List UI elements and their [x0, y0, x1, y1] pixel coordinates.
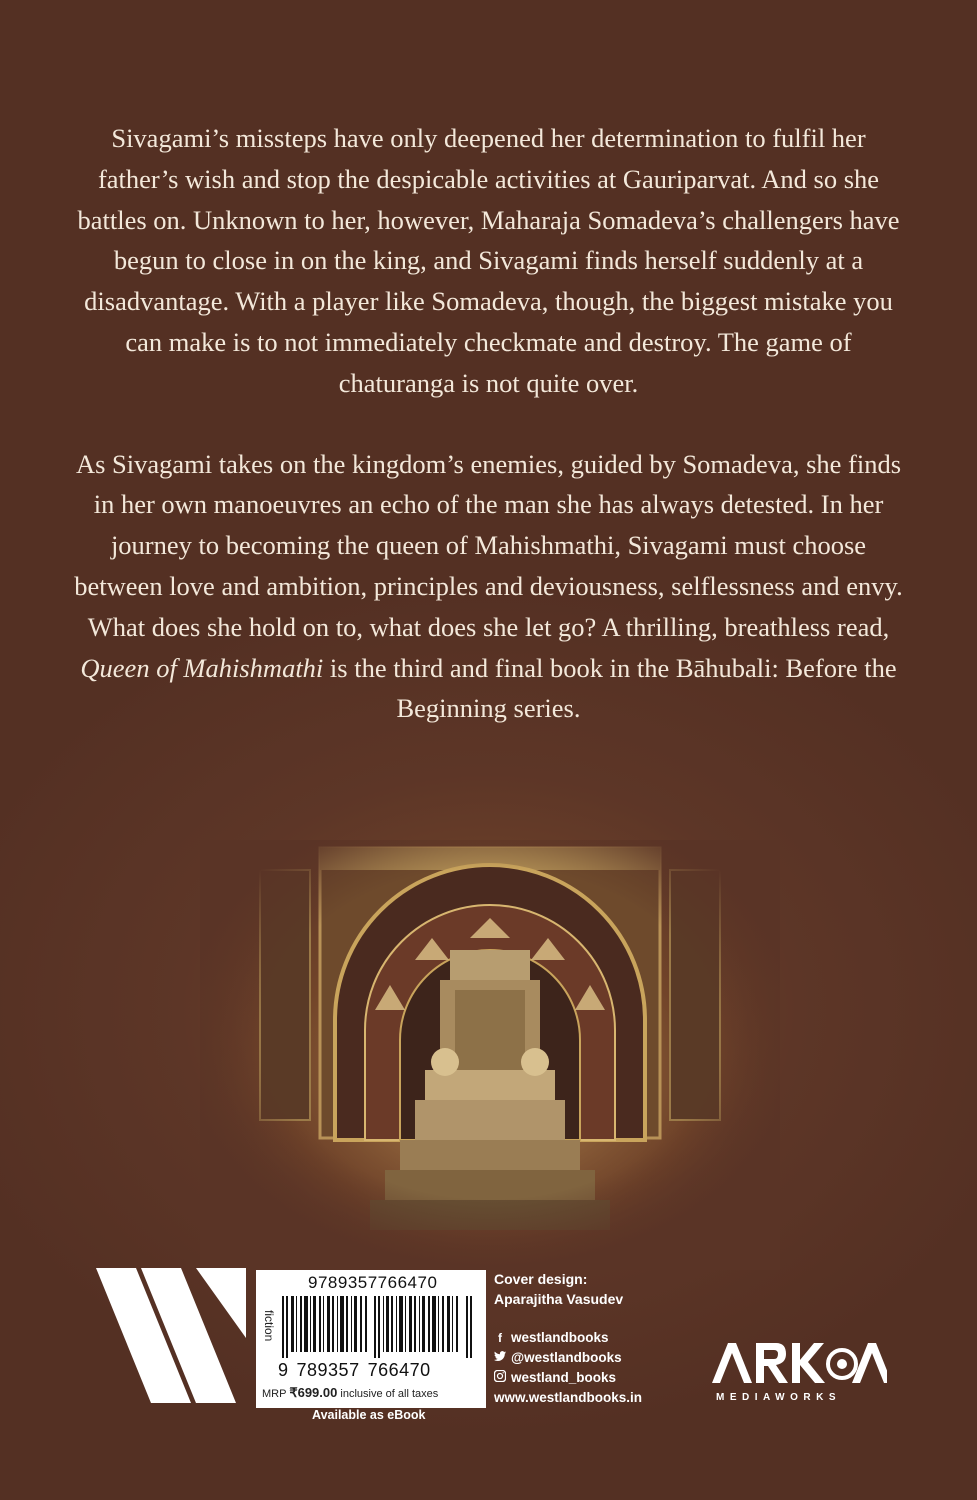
- social-handle: westlandbooks: [511, 1330, 609, 1345]
- arka-mediaworks-logo: [712, 1338, 887, 1408]
- barcode-digit-group: 9: [278, 1360, 289, 1380]
- back-cover-blurb: [70, 118, 907, 729]
- barcode-digit-group: 766470: [367, 1360, 431, 1380]
- book-title: Queen of Mahishmathi: [80, 652, 324, 683]
- throne-illustration: [200, 840, 780, 1270]
- social-instagram[interactable]: [494, 1368, 642, 1388]
- blurb-paragraph-2: [70, 444, 907, 730]
- website-link[interactable]: [494, 1388, 642, 1408]
- social-handle: westland_books: [511, 1370, 617, 1385]
- cover-designer-name: Aparajitha Vasudev: [494, 1291, 624, 1307]
- barcode-digits: [278, 1360, 478, 1381]
- social-facebook[interactable]: [494, 1328, 642, 1348]
- twitter-icon: [494, 1348, 506, 1368]
- blurb-paragraph-2-start: As Sivagami takes on the kingdom’s enemies, guided by Somadeva, she finds in her own manoeuvres an echo of the man she has always detested. In her journey to becoming the queen of Mahishmathi, Sivagami must choose between love and ambition, principles and deviousness, selflessness and envy. What does she hold on to, what does she let go? A thrilling, breathless read,: [74, 448, 903, 642]
- facebook-icon: f: [498, 1331, 502, 1345]
- barcode-bars: [282, 1296, 478, 1358]
- category-label: fiction: [262, 1310, 276, 1342]
- barcode-digit-group: 789357: [296, 1360, 360, 1380]
- social-links: [494, 1328, 642, 1408]
- blurb-paragraph-2-end: is the third and final book in the Bāhubali: Before the Beginning series.: [323, 652, 897, 724]
- website-url: www.westlandbooks.in: [494, 1390, 643, 1405]
- mrp-label: MRP: [262, 1388, 287, 1400]
- isbn-number: 9789357766470: [308, 1273, 438, 1292]
- price: ₹699.00: [289, 1385, 338, 1400]
- social-handle: @westlandbooks: [511, 1350, 622, 1365]
- instagram-icon: [494, 1368, 506, 1388]
- ebook-note: Available as eBook: [312, 1408, 426, 1422]
- westland-logo: [96, 1268, 246, 1403]
- blurb-paragraph-1: Sivagami’s missteps have only deepened her determination to fulfil her father’s wish and stop the despicable activities at Gauriparvat. And so she battles on. Unknown to her, however, Maharaja Somadeva’s challengers have begun to close in on the king, and Sivagami finds herself suddenly at a disadvantage. With a player like Somadeva, though, the biggest mistake you can make is to not immediately checkmate and destroy. The game of chaturanga is not quite over.: [77, 123, 900, 398]
- cover-credits: [494, 1269, 623, 1309]
- mrp-line: [262, 1385, 438, 1401]
- tax-note: inclusive of all taxes: [340, 1388, 439, 1400]
- social-twitter[interactable]: [494, 1348, 642, 1368]
- cover-design-label: Cover design:: [494, 1271, 588, 1287]
- arka-sub-label: MEDIAWORKS: [716, 1392, 841, 1403]
